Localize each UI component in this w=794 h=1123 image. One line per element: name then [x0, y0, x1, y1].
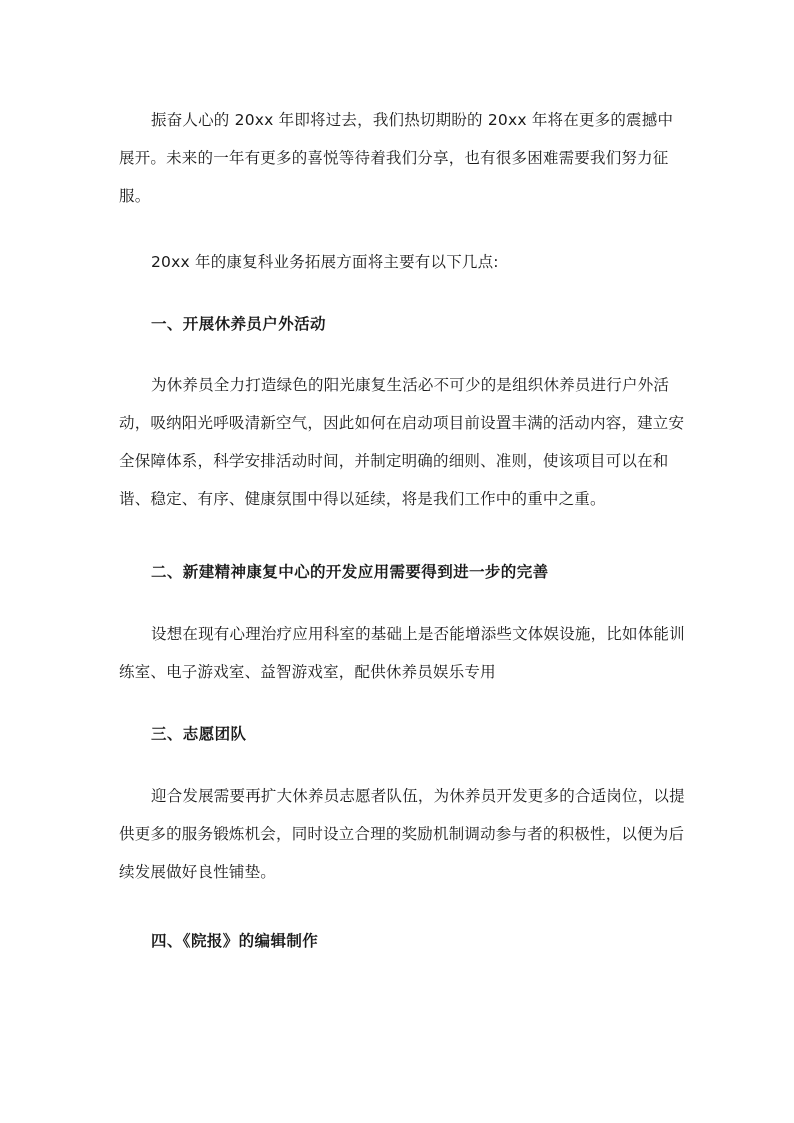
intro-paragraph: 振奋人心的 20xx 年即将过去，我们热切期盼的 20xx 年将在更多的震撼中展开。未来的一年有更多的喜悦等待着我们分享，也有很多困难需要我们努力征服。	[119, 111, 674, 205]
section-body-1: 为休养员全力打造绿色的阳光康复生活必不可少的是组织休养员进行户外活动，吸纳阳光呼吸清新空气，因此如何在启动项目前设置丰满的活动内容，建立安全保障体系，科学安排活动时间，并制定明确的细则、准则，使该项目可以在和谐、稳定、有序、健康氛围中得以延续，将是我们工作中的重中之重。	[119, 376, 685, 508]
section-body-2: 设想在现有心理治疗应用科室的基础上是否能增添些文体娱设施，比如体能训练室、电子游戏室、益智游戏室，配供休养员娱乐专用	[119, 625, 685, 681]
section-heading-3: 三、志愿团队	[151, 725, 247, 743]
section-heading-1: 一、开展休养员户外活动	[151, 315, 326, 333]
section-heading-4: 四、《院报》的编辑制作	[151, 932, 319, 950]
section-body-3: 迎合发展需要再扩大休养员志愿者队伍，为休养员开发更多的合适岗位，以提供更多的服务锻炼机会，同时设立合理的奖励机制调动参与者的积极性，以便为后续发展做好良性铺垫。	[119, 787, 685, 881]
section-heading-2: 二、新建精神康复中心的开发应用需要得到进一步的完善	[151, 563, 549, 581]
summary-paragraph: 20xx 年的康复科业务拓展方面将主要有以下几点:	[151, 253, 499, 271]
